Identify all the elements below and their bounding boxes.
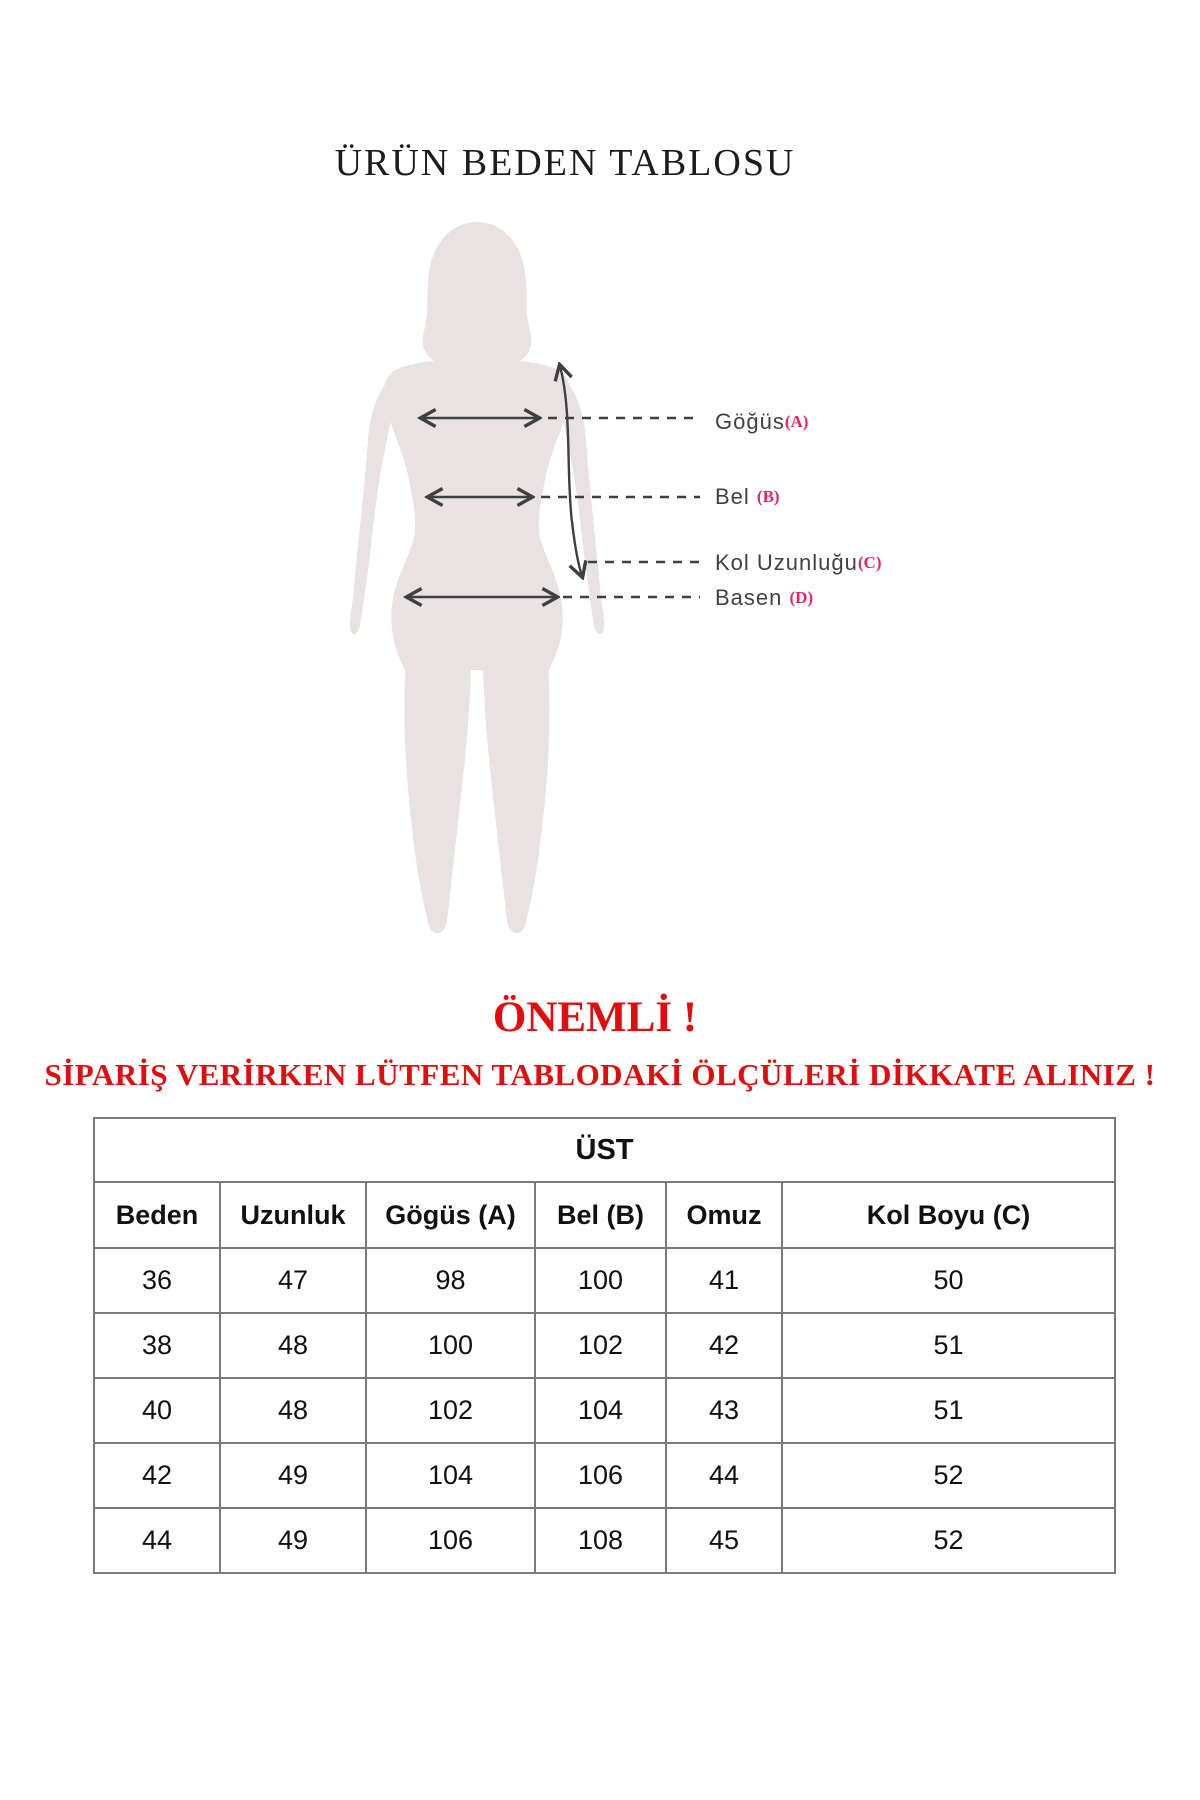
col-header-kol-boyu: Kol Boyu (C) [782, 1182, 1115, 1248]
cell-gogus: 102 [366, 1378, 535, 1443]
cell-beden: 36 [94, 1248, 220, 1313]
table-row [94, 1248, 1115, 1313]
cell-beden: 38 [94, 1313, 220, 1378]
cell-gogus: 98 [366, 1248, 535, 1313]
chest-label-letter: (A) [784, 412, 809, 431]
hip-label-letter: (D) [789, 588, 814, 607]
chest-label [715, 409, 808, 435]
cell-gogus: 106 [366, 1508, 535, 1573]
cell-bel: 106 [535, 1443, 666, 1508]
arm-length-label-letter: (C) [857, 553, 882, 572]
cell-kol-boyu: 51 [782, 1313, 1115, 1378]
cell-beden: 44 [94, 1508, 220, 1573]
cell-kol-boyu: 52 [782, 1508, 1115, 1573]
cell-bel: 100 [535, 1248, 666, 1313]
cell-kol-boyu: 51 [782, 1378, 1115, 1443]
cell-omuz: 42 [666, 1313, 782, 1378]
size-table-header-row [94, 1182, 1115, 1248]
table-row [94, 1508, 1115, 1573]
col-header-uzunluk: Uzunluk [220, 1182, 366, 1248]
hip-label [715, 585, 813, 611]
arm-length-label [715, 550, 881, 576]
col-header-omuz: Omuz [666, 1182, 782, 1248]
cell-uzunluk: 49 [220, 1443, 366, 1508]
hip-label-text: Basen [715, 585, 783, 610]
size-table [93, 1117, 1116, 1574]
cell-bel: 104 [535, 1378, 666, 1443]
waist-label-text: Bel [715, 484, 750, 509]
female-silhouette-figure [350, 222, 605, 933]
waist-label-letter: (B) [756, 487, 780, 506]
table-row [94, 1313, 1115, 1378]
cell-bel: 102 [535, 1313, 666, 1378]
cell-gogus: 104 [366, 1443, 535, 1508]
order-warning-text: SİPARİŞ VERİRKEN LÜTFEN TABLODAKİ ÖLÇÜLERİ DİKKATE ALINIZ ! [44, 1057, 1156, 1092]
cell-kol-boyu: 52 [782, 1443, 1115, 1508]
page-title: ÜRÜN BEDEN TABLOSU [334, 142, 796, 184]
size-table-group-row [94, 1118, 1115, 1182]
cell-gogus: 100 [366, 1313, 535, 1378]
table-row [94, 1378, 1115, 1443]
cell-uzunluk: 48 [220, 1378, 366, 1443]
cell-beden: 40 [94, 1378, 220, 1443]
arm-length-label-text: Kol Uzunluğu [715, 550, 858, 575]
table-row [94, 1443, 1115, 1508]
col-header-beden: Beden [94, 1182, 220, 1248]
waist-label [715, 484, 780, 510]
cell-uzunluk: 49 [220, 1508, 366, 1573]
size-table-group-header: ÜST [94, 1118, 1115, 1182]
cell-omuz: 45 [666, 1508, 782, 1573]
cell-omuz: 41 [666, 1248, 782, 1313]
cell-bel: 108 [535, 1508, 666, 1573]
cell-kol-boyu: 50 [782, 1248, 1115, 1313]
cell-omuz: 44 [666, 1443, 782, 1508]
chest-label-text: Göğüs [715, 409, 785, 434]
cell-omuz: 43 [666, 1378, 782, 1443]
cell-beden: 42 [94, 1443, 220, 1508]
col-header-gogus: Gögüs (A) [366, 1182, 535, 1248]
cell-uzunluk: 47 [220, 1248, 366, 1313]
cell-uzunluk: 48 [220, 1313, 366, 1378]
important-heading: ÖNEMLİ ! [492, 994, 698, 1041]
col-header-bel: Bel (B) [535, 1182, 666, 1248]
leader-lines [541, 418, 700, 597]
